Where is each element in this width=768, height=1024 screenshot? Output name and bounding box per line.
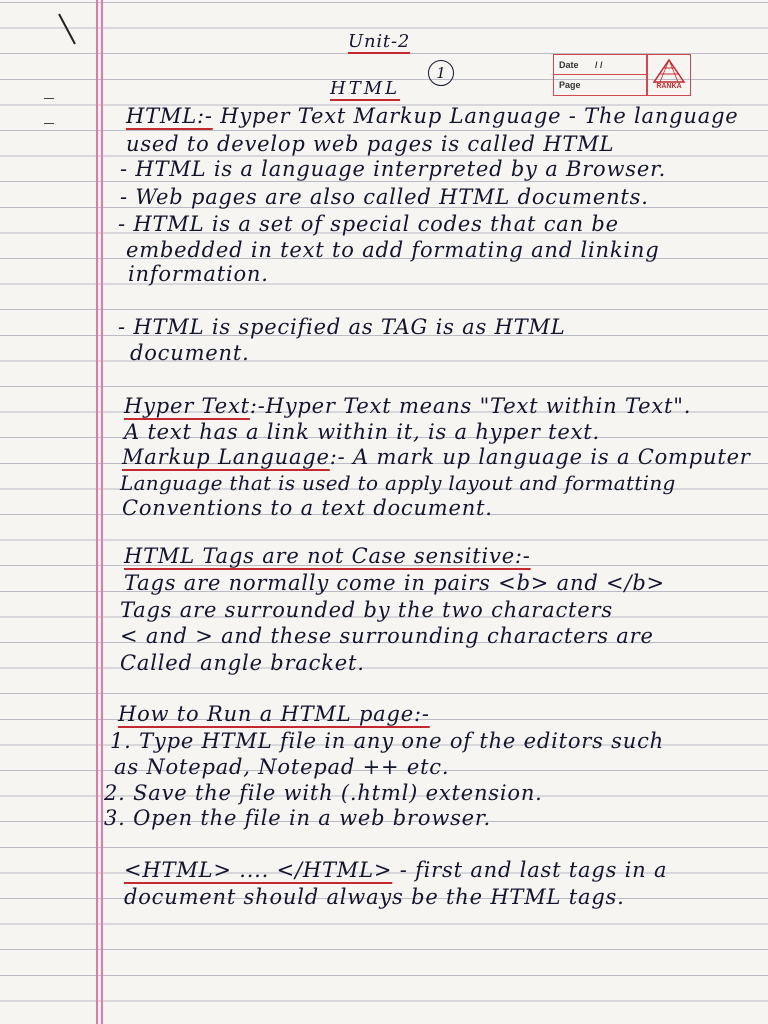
date-value: / / xyxy=(595,60,603,70)
markup-line-1 xyxy=(122,447,751,468)
run-step-3: 3. Open the file in a web browser. xyxy=(104,806,491,830)
tag-note-line-1: - HTML is specified as TAG is as HTML xyxy=(118,315,566,339)
html-definition-text: Hyper Text Markup Language - The language xyxy=(220,104,739,128)
date-box-divider xyxy=(646,55,648,95)
tags-heading: HTML Tags are not Case sensitive:- xyxy=(124,544,531,568)
unit-title: Unit-2 xyxy=(348,31,411,52)
hypertext-line-2: A text has a link within it, is a hyper text. xyxy=(124,420,600,444)
page-number: 1 xyxy=(428,60,454,86)
html-term: HTML:- xyxy=(126,104,213,128)
hypertext-line-1 xyxy=(124,396,691,417)
hypertext-term: Hyper Text xyxy=(124,394,250,418)
page-heading: HTML xyxy=(330,78,401,99)
page-row xyxy=(554,75,646,95)
point-1: - HTML is a language interpreted by a Browser. xyxy=(120,157,667,181)
date-label: Date xyxy=(559,60,579,70)
date-row xyxy=(554,55,646,75)
run-step-1: 1. Type HTML file in any one of the editors such xyxy=(110,729,664,753)
tags-line-2: Tags are surrounded by the two characters xyxy=(120,598,613,622)
point-3: - HTML is a set of special codes that can be xyxy=(118,212,619,236)
pen-mark xyxy=(58,14,76,45)
markup-definition: :- A mark up language is a Computer xyxy=(329,445,751,469)
run-step-2: 2. Save the file with (.html) extension. xyxy=(104,781,543,805)
markup-line-2: Language that is used to apply layout and formatting xyxy=(120,471,676,495)
markup-line-3: Conventions to a text document. xyxy=(122,496,493,520)
final-note-line-2: document should always be the HTML tags. xyxy=(124,885,625,909)
margin-tick xyxy=(44,123,54,124)
margin-tick xyxy=(44,98,54,99)
markup-term: Markup Language xyxy=(122,445,330,469)
tags-line-3: < and > and these surrounding characters are xyxy=(120,624,654,648)
date-box xyxy=(553,54,691,96)
html-tags: <HTML> .... </HTML> xyxy=(124,858,393,882)
tag-note-line-2: document. xyxy=(130,341,250,365)
point-3-cont: embedded in text to add formating and linking xyxy=(126,238,660,262)
margin-line xyxy=(101,0,103,1024)
tags-line-4: Called angle bracket. xyxy=(120,651,365,675)
point-2: - Web pages are also called HTML documents. xyxy=(120,185,649,209)
ranka-brand: RANKA xyxy=(656,83,682,90)
run-heading: How to Run a HTML page:- xyxy=(118,702,430,726)
margin-line xyxy=(96,0,98,1024)
page-label: Page xyxy=(559,80,581,90)
html-definition-line-2: used to develop web pages is called HTML xyxy=(126,132,615,156)
html-definition-line-1 xyxy=(126,106,739,127)
point-3-end: information. xyxy=(128,262,269,286)
final-note-text: - first and last tags in a xyxy=(392,858,668,882)
hypertext-definition: :-Hyper Text means "Text within Text". xyxy=(249,394,692,418)
run-step-1-cont: as Notepad, Notepad ++ etc. xyxy=(114,755,450,779)
final-note-line-1 xyxy=(124,860,667,881)
tags-line-1: Tags are normally come in pairs <b> and </b> xyxy=(124,571,665,595)
